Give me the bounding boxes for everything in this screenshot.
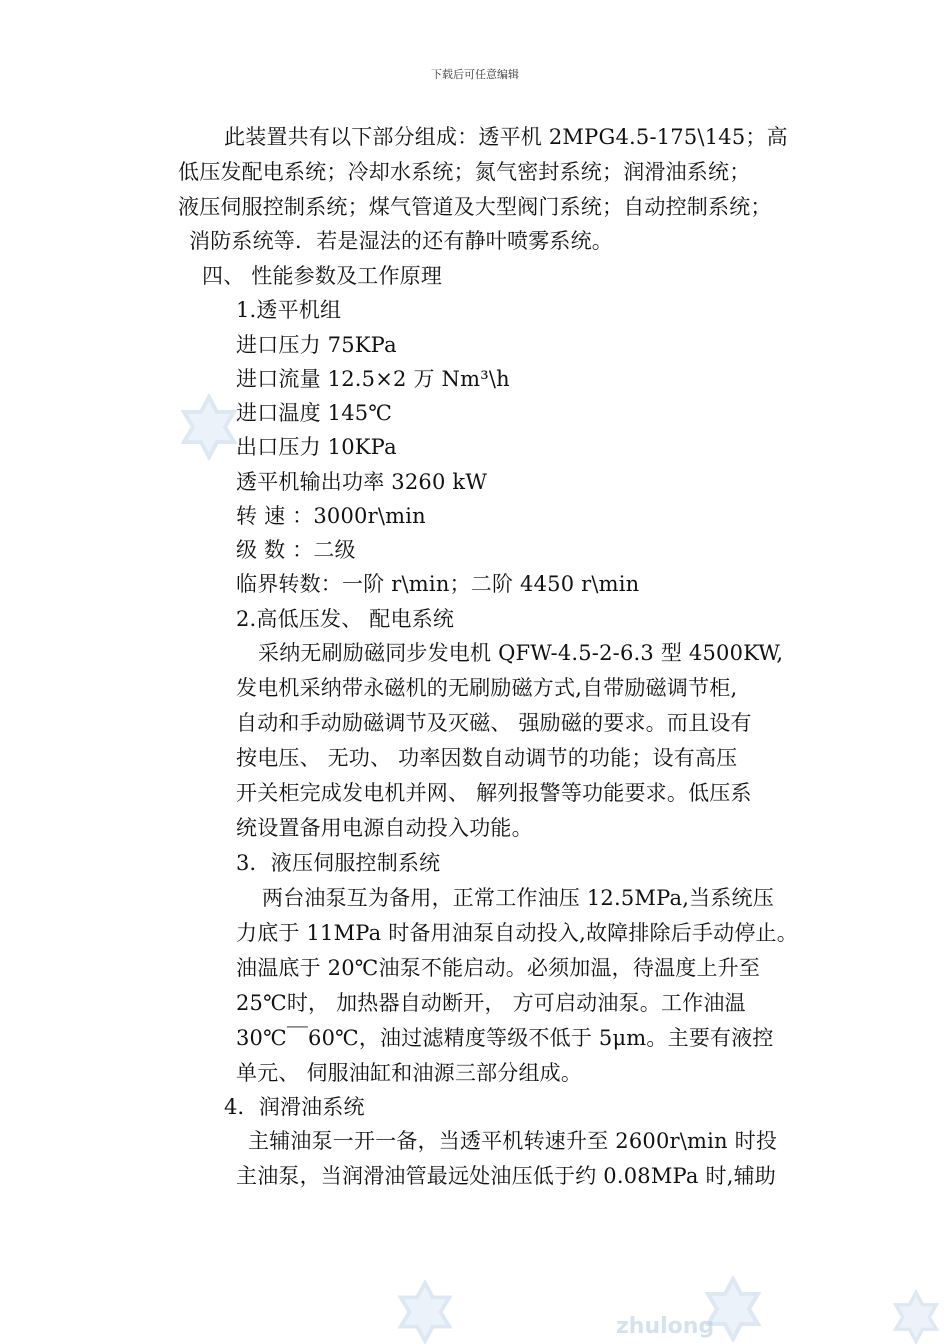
text-line: 25℃时， 加热器自动断开， 方可启动油泵。工作油温 — [236, 991, 746, 1015]
subsection-heading: 2.高低压发、 配电系统 — [236, 607, 455, 631]
text-line: 主辅油泵一开一备，当透平机转速升至 2600r\min 时投 — [248, 1129, 778, 1153]
text-line: 30℃￣60℃，油过滤精度等级不低于 5μm。主要有液控 — [236, 1026, 774, 1050]
param-line: 进口温度 145℃ — [236, 401, 393, 425]
text-line: 力底于 11MPa 时备用油泵自动投入,故障排除后手动停止。 — [236, 921, 798, 945]
page-header: 下载后可任意编辑 — [431, 68, 519, 81]
text-line: 此装置共有以下部分组成：透平机 2MPG4.5-175\145；高 — [224, 125, 788, 149]
snowflake-watermark-icon — [176, 394, 242, 460]
watermark-text: zhulong — [616, 1314, 715, 1339]
snowflake-watermark-icon-2 — [392, 1280, 458, 1344]
text-line: 统设置备用电源自动投入功能。 — [236, 816, 533, 840]
param-line: 出口压力 10KPa — [236, 435, 397, 459]
text-line: 发电机采纳带永磁机的无刷励磁方式,自带励磁调节柜, — [236, 676, 738, 700]
text-line: 按电压、 无功、 功率因数自动调节的功能；设有高压 — [236, 746, 738, 770]
text-line: 自动和手动励磁调节及灭磁、 强励磁的要求。而且设有 — [236, 711, 752, 735]
subsection-heading: 4．润滑油系统 — [224, 1095, 365, 1119]
text-line: 两台油泵互为备用，正常工作油压 12.5MPa,当系统压 — [262, 886, 774, 910]
param-line: 进口流量 12.5×2 万 Nm³\h — [236, 367, 510, 391]
section-heading: 四、 性能参数及工作原理 — [202, 264, 443, 288]
param-line: 转 速 ：3000r\min — [236, 504, 426, 528]
text-line: 油温底于 20℃油泵不能启动。必须加温，待温度上升至 — [236, 956, 761, 980]
text-line: 采纳无刷励磁同步发电机 QFW-4.5-2-6.3 型 4500KW, — [258, 641, 784, 665]
text-line: 开关柜完成发电机并网、 解列报警等功能要求。低压系 — [236, 781, 752, 805]
param-line: 透平机输出功率 3260 kW — [236, 470, 488, 494]
param-line: 临界转数：一阶 r\min；二阶 4450 r\min — [236, 572, 640, 596]
text-line: 主油泵，当润滑油管最远处油压低于约 0.08MPa 时,辅助 — [236, 1164, 776, 1188]
text-line: 液压伺服控制系统；煤气管道及大型阀门系统；自动控制系统； — [178, 195, 772, 219]
text-line: 低压发配电系统；冷却水系统；氮气密封系统；润滑油系统； — [178, 160, 751, 184]
param-line: 级 数 ：二级 — [236, 538, 356, 562]
text-line: 消防系统等．若是湿法的还有静叶喷雾系统。 — [189, 229, 613, 253]
text-line: 单元、 伺服油缸和油源三部分组成。 — [236, 1061, 583, 1085]
subsection-heading: 3．液压伺服控制系统 — [236, 851, 441, 875]
param-line: 进口压力 75KPa — [236, 333, 397, 357]
snowflake-watermark-icon-4 — [886, 1290, 946, 1344]
subsection-heading: 1.透平机组 — [236, 298, 342, 322]
